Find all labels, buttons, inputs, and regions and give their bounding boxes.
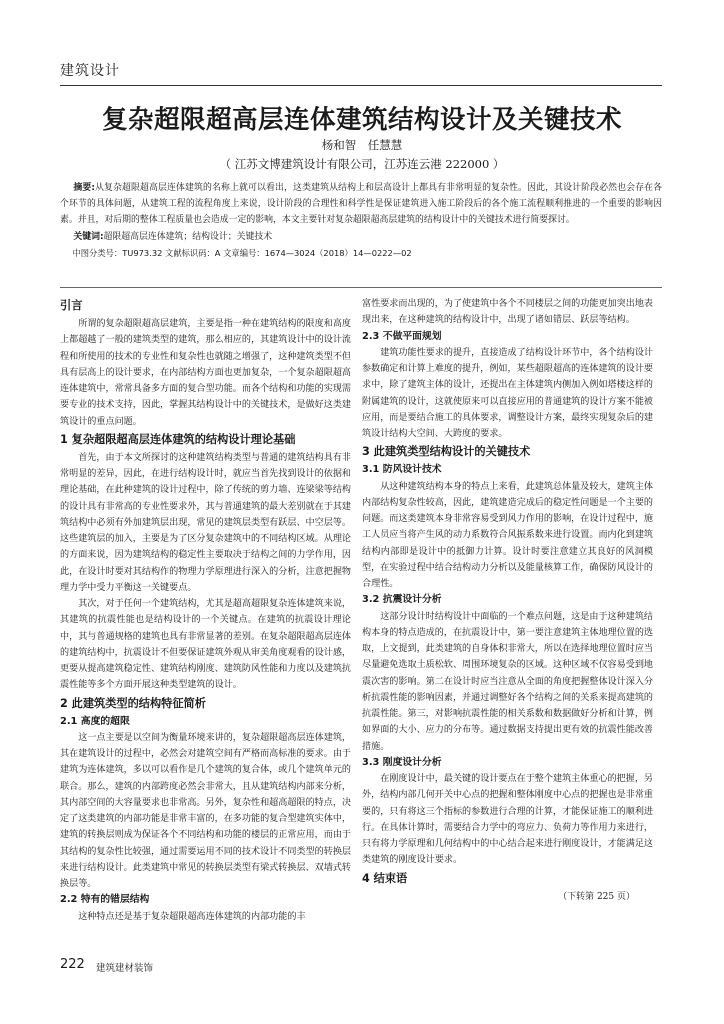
article-title: 复杂超限超高层连体建筑结构设计及关键技术 — [101, 105, 622, 135]
classification-line: 中图分类号：TU973.32 文献标识码：A 文章编号：1674—3024（2018）14—0222—02 — [72, 247, 412, 258]
abstract-block — [60, 180, 662, 261]
right-column — [362, 296, 653, 905]
subsection-heading: 3.2 抗震设计分析 — [362, 594, 442, 606]
section-heading: 2 此建筑类型的结构特征简析 — [60, 696, 206, 710]
left-column — [60, 296, 351, 925]
paragraph: 富性要求而出现的，为了使建筑中各个不同楼层之间的功能更加突出地表现出来，在这种建筑的结构设计中，出现了诸如错层、跃层等结构。 — [362, 299, 654, 326]
paragraph: 所谓的复杂超限超高层建筑，主要是指一种在建筑结构的限度和高度上都超越了一般的建筑类型的建筑，那么相应的，其建筑设计中的设计流程和所使用的技术的专业性和复杂性也就随之增强了，这种建筑类型不但具有层高上的设计要求，在内部结构方面也更加复杂，一个复杂超限超高连体建筑中，常常具备多方面的复合型功能。而各个结构和功能的实现需要专业的技术支持，因此，掌握其结构设计中的关键技术，是做好这类建筑设计的重点问题。 — [60, 319, 352, 427]
subsection-heading: 2.1 高度的超限 — [60, 715, 130, 727]
keywords-text: 超限超高层连体建筑；结构设计；关键技术 — [103, 231, 273, 242]
abstract-text: 从复杂超限超高层连体建筑的名称上就可以看出，这类建筑从结构上和层高设计上都具有非常明显的复杂性。因此，其设计阶段必然也会存在各个环节的具体问题，从建筑工程的流程角度上来说，设计阶段的合理性和科学性是保证建筑进入施工阶段后的各个施工流程顺利推进的一个重要的影响因素。并且，对后期的整体工程质量也会造成一定的影响，本文主要针对复杂超限超高层建筑的结构设计中的关键技术进行简要探讨。 — [60, 183, 662, 226]
abstract-rule — [60, 287, 662, 288]
paragraph: 这种特点还是基于复杂超限超高连体建筑的内部功能的丰 — [78, 911, 306, 922]
section-heading: 3 此建筑类型结构设计的关键技术 — [362, 445, 531, 459]
section-heading: 4 结束语 — [362, 871, 408, 885]
keywords — [60, 229, 662, 245]
subsection-heading: 3.1 防风设计技术 — [362, 464, 442, 476]
paragraph: 其次，对于任何一个建筑结构，尤其是超高超限复杂连体建筑来说，其建筑的抗震性能也是结构设计的一个关键点。在建筑的抗震设计理论中，其与普通规格的建筑也具有非常显著的差别。在复杂超限超高层连体的建筑结构中，抗震设计不但要保证建筑外观从审美角度观看的设计感，更要从提高建筑稳定性、建筑结构刚度、建筑防风性能和力度以及建筑抗震性能等多个方面开展这种类型建筑的设计。 — [60, 599, 352, 691]
abstract-label: 摘要: — [73, 183, 95, 193]
abstract — [60, 180, 662, 229]
paragraph: 这部分设计时结构设计中面临的一个难点问题，这是由于这种建筑结构本身的特点造成的，在抗震设计中，第一要注意建筑主体地理位置的选取，上文提到，此类建筑的自身体积非常大，所以在选择地理位置时应当尽量避免选取土质松软、周围环境复杂的区域。这种区域不仅容易受到地震次害的影响。第二在设计时应当注意从全面的角度把握整体设计深入分析抗震性能的影响因素，并通过调整好各个结构之间的关系来提高建筑的抗震性能。第三，对影响抗震性能的相关系数和数据做好分析和计算，例如界面的大小、应力的分布等。通过数据支持提出更有效的抗震性能改善措施。 — [362, 611, 654, 752]
header-rule — [60, 85, 662, 86]
section-heading: 1 复杂超限超高层连体建筑的结构设计理论基础 — [60, 432, 296, 446]
article-authors: 杨和智 任慧慧 — [321, 138, 403, 152]
paragraph: 这一点主要是以空间为衡量环境来讲的，复杂超限超高层连体建筑，其在建筑设计的过程中，必然会对建筑空间有严格而高标准的要求。由于建筑为连体建筑，多以可以看作是几个建筑的复合体，或几个建筑单元的联合。那么，建筑的内部跨度必然会非常大，且从建筑结构内部来分析，其内部空间的大容量要求也非常高。另外，复杂性和超高超限的特点，决定了这类建筑的内部功能是非常丰富的，在多功能的复合型建筑实体中，建筑的转换层则成为保证各个不同结构和功能的楼层的正常应用，而由于其结构的复杂性比较强，通过需要运用不同的技术设计不同类型的转换层来进行结构设计。此类建筑中常见的转换层类型有梁式转换层、双墙式转换层等。 — [60, 732, 352, 889]
article-affiliation: （ 江苏文博建筑设计有限公司，江苏连云港 222000 ） — [219, 157, 505, 171]
page-number: 222 — [60, 957, 85, 972]
subsection-heading: 2.3 不做平面规划 — [362, 330, 442, 342]
subsection-heading: 2.2 特有的错层结构 — [60, 894, 150, 906]
continued-note: （下转第 225 页） — [558, 891, 635, 902]
paragraph: 建筑功能性要求的提升，直接造成了结构设计环节中，各个结构设计参数确定和计算上难度的提升，例如，某些超限超高的连体建筑的设计要求中，除了建筑主体的设计，还提出在主体建筑内侧加入例如塔楼这样的附属建筑的设计，这就使原来可以直接应用的普通建筑的设计方案不能被应用，而是要结合施工的具体要求，调整设计方案，最终实现复杂后的建筑设计结构大空间、大跨度的要求。 — [362, 347, 654, 439]
subsection-heading: 3.3 刚度设计分析 — [362, 756, 442, 768]
paragraph: 从这种建筑结构本身的特点上来看，此建筑总体量及较大，建筑主体内部结构复杂性较高，因此，建筑建造完成后的稳定性问题是一个主要的问题。而这类建筑本身非常容易受到风力作用的影响，在设计过程中，施工人员应当将产生风的动力系数符合风振系数来进行设置。而内化到建筑结构内部即是设计中的抵御力计算。设计时要注意建立其良好的风洞模型，在实验过程中结合结构动力分析以及能量核算工作，确保防风设计的合理性。 — [362, 481, 654, 589]
journal-name: 建筑建材装饰 — [96, 963, 154, 974]
paragraph: 在刚度设计中，最关键的设计要点在于整个建筑主体重心的把握，另外，结构内部几何开关中心点的把握和整体刚度中心点的把握也是非常重要的，只有将这三个指标的参数进行合理的计算，才能保证施工的顺利进行。在具体计算时，需要结合力学中的弯应力、负荷力等作用力来进行，只有将力学原理和几何结构中的中心结合起来进行刚度设计，才能满足这类建筑的刚度设计要求。 — [362, 774, 654, 866]
section-heading: 引言 — [60, 299, 83, 312]
paragraph: 首先，由于本文所探讨的这种建筑结构类型与普通的建筑结构具有非常明显的差异，因此，在进行结构设计时，就应当首先找到设计的依据和理论基础，在此种建筑的设计过程中，除了传统的剪力墙、连梁梁等结构的设计具有非常高的专业性要求外，其与普通建筑的最大差别就在于其建筑结构中必须有外加建筑层出现，常见的建筑层类型有跃层、中空层等。这些建筑层的加入，主要是为了区分复杂建筑中的不同结构区域。从理论的方面来说，因为建筑结构的稳定性主要取决于结构之间的力学作用，因此，在设计时要对其结构作的物理力学原理进行深入的分析，注意把握物理力学中受力平衡这一关键要点。 — [60, 452, 352, 593]
keywords-label: 关键词: — [73, 231, 104, 242]
section-tag: 建筑设计 — [60, 63, 120, 79]
